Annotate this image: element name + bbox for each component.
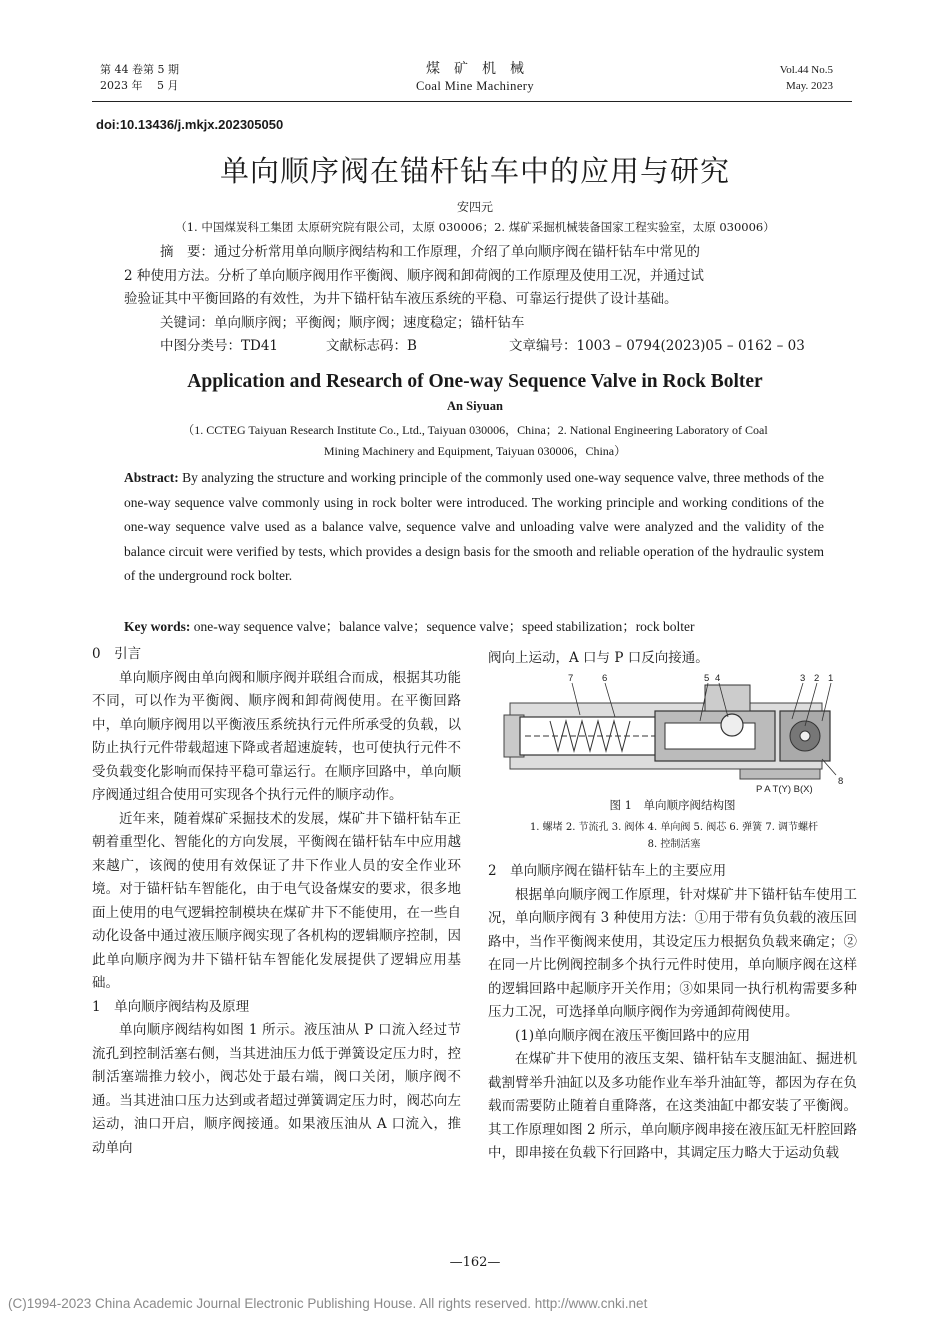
- section-0-heading: 0 引言: [92, 646, 142, 662]
- paper-title-cn: 单向顺序阀在锚杆钻车中的应用与研究: [219, 154, 730, 188]
- figure-legend-line1: 1. 螺堵 2. 节流孔 3. 阀体 4. 单向阀 5. 阀芯 6. 弹簧 7. 调节螺杆: [529, 822, 819, 833]
- journal-title: [375, 60, 575, 95]
- fig-label-3: 3: [800, 673, 806, 684]
- figure-legend-line2: 8. 控制活塞: [647, 839, 701, 850]
- paragraph-structure: 单向顺序阀结构如图 1 所示。液压油从 P 口流入经过节流孔到控制活塞右侧，当其进油压力低于弹簧设定压力时，控制活塞端推力较小，阀芯处于最右端，阀口关闭，顺序阀不通。当其进油口压力达到或者超过弹簧调定压力时，阀芯向左运动，油口开启，顺序阀接通。如果液压油从 A 口流入，推动单向: [92, 1022, 461, 1156]
- page-number: —162—: [449, 1255, 501, 1270]
- clc-number: 中图分类号：TD41: [160, 338, 279, 354]
- affiliation-cn: （1. 中国煤炭科工集团 太原研究院有限公司，太原 030006；2. 煤矿采掘机械装备国家工程实验室，太原 030006）: [175, 220, 775, 234]
- subsection-1-heading: (1)单向顺序阀在液压平衡回路中的应用: [515, 1027, 751, 1044]
- issue-date-en: May. 2023: [786, 80, 833, 92]
- author-en: An Siyuan: [447, 399, 503, 413]
- paragraph-intro-2: 近年来，随着煤矿采掘技术的发展，煤矿井下锚杆钻车正朝着重型化、智能化的方向发展，平衡阀在锚杆钻车中应用越来越广，该阀的使用有效保证了井下作业人员的安全作业环境。对于锚杆钻车智能化，由于电气设备煤安的要求，很多地面上使用的电气逻辑控制模块在煤矿井下不能使用，在一些自动化设备中通过液压顺序阀实现了各机构的逻辑顺序控制，因此单向顺序阀为井下锚杆钻车智能化发展提供了逻辑应用基础。: [92, 810, 461, 991]
- abstract-cn-line2: 2 种使用方法。分析了单向顺序阀用作平衡阀、顺序阀和卸荷阀的工作原理及使用工况，并通过试: [124, 267, 704, 284]
- fig-label-1: 1: [828, 673, 834, 684]
- abstract-cn-line3: 验验证其中平衡回路的有效性，为井下锚杆钻车液压系统的平稳、可靠运行提供了设计基础。: [124, 291, 678, 307]
- journal-title-en: Coal Mine Machinery: [416, 79, 534, 93]
- figure-1: [500, 671, 850, 795]
- fig-label-8: 8: [838, 776, 844, 787]
- classification-row: [124, 335, 824, 359]
- journal-issue: [100, 62, 179, 94]
- abstract-en-text: By analyzing the structure and working principle of the commonly used one-way sequence valve, three methods of the one-way sequence valve commonly using in rock bolter were introduced. The working principle and working conditions of the one-way sequence valve used as a balance valve, sequence valve and unloading valve were analyzed and the validity of the balance circuit were verified by tests, which provides a design basis for the smooth and reliable operation of the hydraulic system of the underground rock bolter.: [124, 470, 824, 583]
- keywords-cn: 单向顺序阀；平衡阀；顺序阀；速度稳定；锚杆钻车: [214, 314, 525, 331]
- header-rule: [92, 101, 852, 102]
- paragraph-balance: 在煤矿井下使用的液压支架、锚杆钻车支腿油缸、掘进机截割臂举升油缸以及多功能作业车举升油缸等，都因为存在负载而需要防止随着自重降落，在这类油缸中都安装了平衡阀。其工作原理如图 2 所示，单向顺序阀串接在液压缸无杆腔回路中，即串接在负载下行回路中，其调定压力略大于运动负载: [488, 1051, 857, 1161]
- valve-diagram: [500, 671, 850, 795]
- abstract-en-label: Abstract:: [124, 470, 179, 485]
- abstract-cn: [124, 241, 824, 359]
- affiliation-en-line2: Mining Machinery and Equipment, Taiyuan 030006，China）: [323, 444, 627, 458]
- article-number: 文章编号：1003 – 0794(2023)05 – 0162 – 03: [509, 338, 805, 354]
- section-2-heading: 2 单向顺序阀在锚杆钻车上的主要应用: [488, 863, 727, 879]
- fig-label-2: 2: [814, 673, 820, 684]
- figure-1-legend: [488, 819, 860, 853]
- section-1-heading: 1 单向顺序阀结构及原理: [92, 998, 250, 1015]
- issue-volume-en: Vol.44 No.5: [779, 64, 833, 76]
- copyright-footer: (C)1994-2023 China Academic Journal Electronic Publishing House. All rights reserved. http://www.cnki.net: [8, 1296, 648, 1311]
- fig-label-4: 4: [715, 673, 721, 684]
- right-column-bottom: [488, 860, 857, 1166]
- keywords-en-text: one-way sequence valve；balance valve；sequence valve；speed stabilization；rock bolter: [190, 619, 695, 634]
- affiliation-en-line1: （1. CCTEG Taiyuan Research Institute Co., Ltd., Taiyuan 030006，China；2. National Engineering Laboratory of Coal: [182, 423, 768, 437]
- issue-date: 2023 年 5 月: [100, 79, 179, 92]
- issue-volume: 第 44 卷第 5 期: [100, 63, 179, 76]
- journal-issue-en: [780, 62, 833, 94]
- paragraph-intro-1: 单向顺序阀由单向阀和顺序阀并联组合而成，根据其功能不同，可以作为平衡阀、顺序阀和卸荷阀使用。在平衡回路中，单向顺序阀用以平衡液压系统执行元件所承受的负载，以防止执行元件带载超速下降或者超速旋转，也可使执行元件不受负载变化影响而保持平稳可靠运行。在顺序回路中，单向顺序阀通过组合使用可实现各个执行元件的顺序动作。: [92, 669, 461, 803]
- fig-label-6: 6: [602, 673, 608, 684]
- abstract-en: [124, 466, 824, 589]
- right-column-top: [488, 647, 857, 671]
- abstract-cn-line1: 通过分析常用单向顺序阀结构和工作原理，介绍了单向顺序阀在锚杆钻车中常见的: [214, 244, 700, 260]
- paragraph-continued: 阀向上运动，A 口与 P 口反向接通。: [488, 650, 709, 666]
- fig-label-5: 5: [704, 673, 710, 684]
- keywords-cn-label: 关键词：: [160, 314, 214, 331]
- figure-1-caption: 图 1 单向顺序阀结构图: [609, 798, 736, 812]
- keywords-en: [124, 615, 844, 640]
- left-column: [92, 643, 461, 1160]
- paper-title-en: Application and Research of One-way Sequence Valve in Rock Bolter: [187, 371, 763, 392]
- abstract-cn-label: 摘 要：: [160, 244, 214, 260]
- fig-label-7: 7: [568, 673, 574, 684]
- journal-title-cn: 煤 矿 机 械: [426, 61, 524, 77]
- author-cn: 安四元: [456, 200, 493, 214]
- keywords-en-label: Key words:: [124, 619, 191, 634]
- doc-code: 文献标志码：B: [326, 338, 417, 354]
- fig-port-labels: P A T(Y) B(X): [756, 784, 813, 795]
- affiliation-en: [100, 420, 850, 462]
- paragraph-application: 根据单向顺序阀工作原理，针对煤矿井下锚杆钻车使用工况，单向顺序阀有 3 种使用方法：①用于带有负负载的液压回路中，当作平衡阀来使用，其设定压力根据负负载来确定；②在同一片比例阀控制多个执行元件时使用，单向顺序阀在这样的逻辑回路中起顺序开关作用；③如果同一执行机构需要多种压力工况，可选择单向顺序阀作为旁通卸荷阀使用。: [488, 886, 857, 1020]
- doi: doi:10.13436/j.mkjx.202305050: [96, 117, 284, 132]
